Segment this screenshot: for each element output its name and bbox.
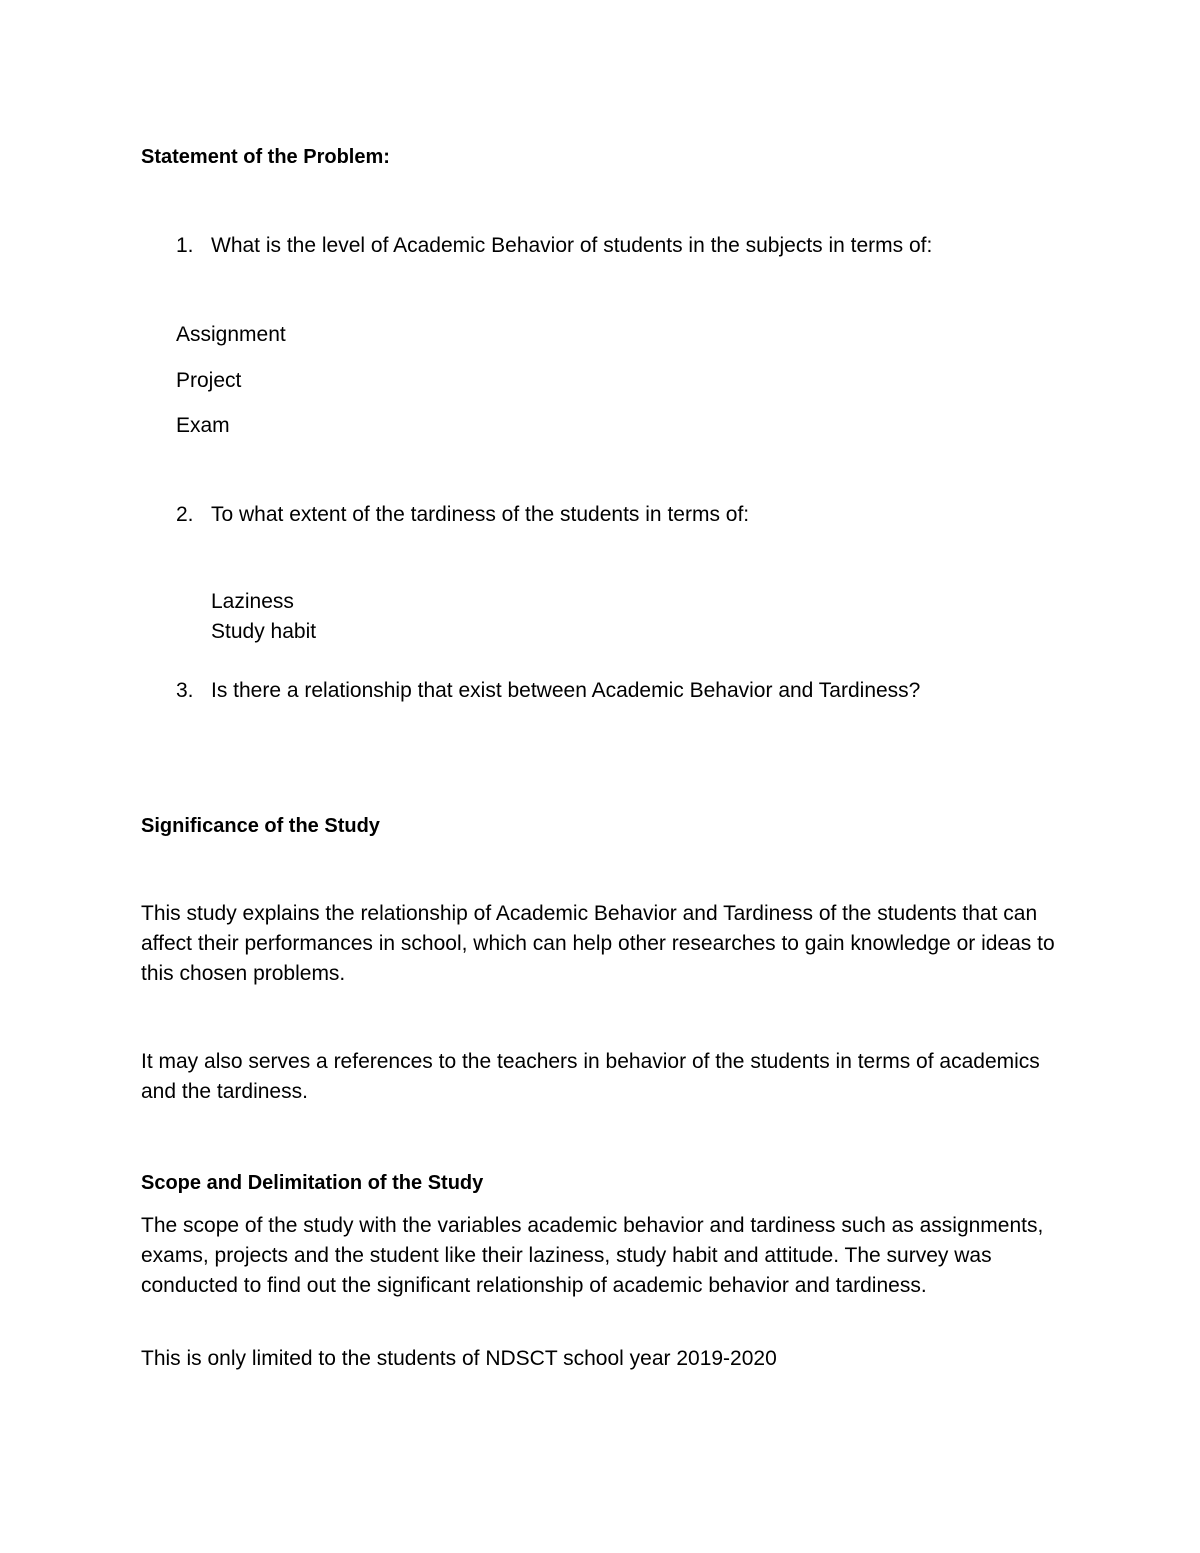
question-2-item: Laziness (211, 590, 294, 613)
question-2-text: To what extent of the tardiness of the students in terms of: (211, 503, 750, 526)
problem-heading: Statement of the Problem: (141, 146, 390, 168)
question-1-item: Assignment (176, 323, 286, 346)
question-1-item: Exam (176, 414, 230, 437)
scope-heading: Scope and Delimitation of the Study (141, 1172, 484, 1194)
scope-paragraph: The scope of the study with the variables academic behavior and tardiness such as assignments, exams, projects and the student like their laziness, study habit and attitude. The survey was conducted to find out the significant relationship of academic behavior and tardiness. (141, 1214, 1044, 1297)
question-1-number: 1. (176, 234, 194, 257)
question-2-item: Study habit (211, 620, 317, 643)
question-1-item: Project (176, 369, 242, 392)
significance-paragraph: It may also serves a references to the teachers in behavior of the students in terms of academics and the tardiness. (141, 1050, 1040, 1103)
question-3-text: Is there a relationship that exist between Academic Behavior and Tardiness? (211, 679, 921, 702)
question-2-number: 2. (176, 503, 194, 526)
question-3-number: 3. (176, 679, 194, 702)
scope-paragraph: This is only limited to the students of NDSCT school year 2019-2020 (141, 1347, 777, 1370)
question-1-text: What is the level of Academic Behavior of students in the subjects in terms of: (211, 234, 933, 257)
significance-heading: Significance of the Study (141, 815, 380, 837)
significance-paragraph: This study explains the relationship of Academic Behavior and Tardiness of the students that can affect their performances in school, which can help other researches to gain knowledge or ideas to this chosen problems. (141, 902, 1055, 985)
